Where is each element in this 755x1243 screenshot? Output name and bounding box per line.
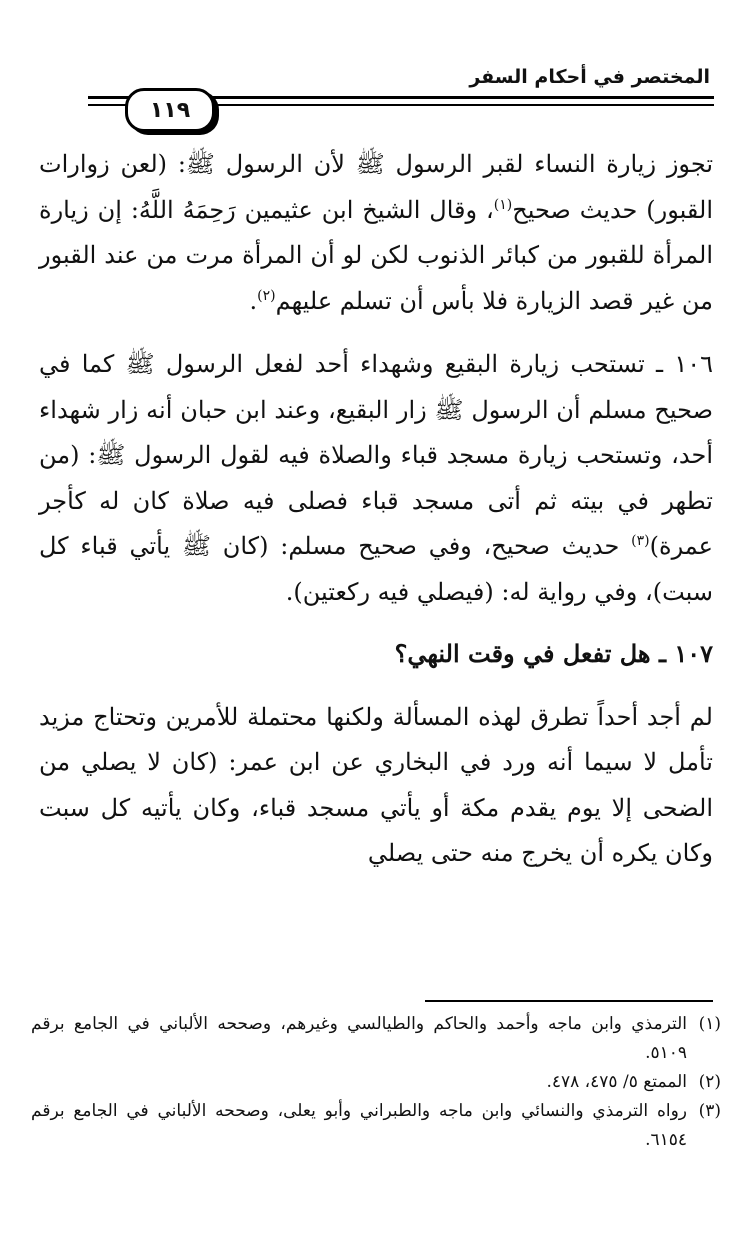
- footnote-marker-2: (٢): [257, 287, 276, 304]
- section-heading-107: ١٠٧ ـ هل تفعل في وقت النهي؟: [394, 639, 713, 668]
- paragraph-text: تجوز زيارة النساء لقبر الرسول ﷺ لأن الرسول ﷺ: (لعن زوارات القبور) حديث صحيح: [39, 150, 713, 224]
- footnote-number: (٣): [698, 1101, 721, 1121]
- paragraph-text: ١٠٦ ـ تستحب زيارة البقيع وشهداء أحد لفعل الرسول ﷺ كما في صحيح مسلم أن الرسول ﷺ زار البقيع، وعند ابن حبان أنه زار شهداء أحد، وتستحب زيارة مسجد قباء والصلاة فيه لقول الرسول ﷺ: (من تطهر في بيته ثم أتى مسجد قباء فصلى فيه صلاة كان له كأجر عمرة): [39, 350, 713, 560]
- footnote-marker-3: (٣): [631, 533, 650, 549]
- footnote-2: [31, 1068, 721, 1097]
- footnote-number: (١): [698, 1014, 721, 1034]
- main-text: [39, 142, 713, 877]
- footnote-text: الترمذي وابن ماجه وأحمد والحاكم والطيالسي وغيرهم، وصححه الألباني في الجامع برقم ٥١٠٩.: [31, 1014, 687, 1063]
- footnote-3: [31, 1097, 721, 1155]
- footnotes: [31, 1010, 721, 1155]
- paragraph-107-discussion: لم أجد أحداً تطرق لهذه المسألة ولكنها محتملة للأمرين وتحتاج مزيد تأمل لا سيما أنه ورد في البخاري عن ابن عمر: (كان لا يصلي من الضحى إلا يوم يقدم مكة أو يأتي مسجد قباء، وكان يأتيه كل سبت وكان يكره أن يخرج منه حتى يصلي: [39, 702, 713, 867]
- page-number: ١١٩: [125, 88, 215, 132]
- footnote-number: (٢): [698, 1072, 721, 1092]
- paragraph-106-baqi-uhud: [39, 342, 713, 615]
- paragraph-women-visiting-graves: [39, 142, 713, 324]
- running-title: المختصر في أحكام السفر: [469, 66, 710, 88]
- footnote-text: الممتع ٥/ ٤٧٥، ٤٧٨.: [546, 1072, 687, 1092]
- footnote-marker-1: (١): [493, 196, 513, 213]
- paragraph-text: حديث صحيح، وفي صحيح مسلم: (كان ﷺ يأتي قباء كل سبت)، وفي رواية له: (فيصلي فيه ركعتين).: [39, 532, 713, 606]
- paragraph-text: ، وقال الشيخ ابن عثيمين رَحِمَهُ اللَّهُ: إن زيارة المرأة للقبور من كبائر الذنوب لكن لو أن المرأة مرت من عند القبور من غير قصد الزيارة فلا بأس أن تسلم عليهم: [39, 195, 713, 315]
- footnote-text: رواه الترمذي والنسائي وابن ماجه والطبراني وأبو يعلى، وصححه الألباني في الجامع برقم ٦١٥٤.: [31, 1101, 687, 1150]
- footnote-separator: [425, 1000, 713, 1002]
- paragraph-text: .: [249, 286, 258, 315]
- footnote-1: [31, 1010, 721, 1068]
